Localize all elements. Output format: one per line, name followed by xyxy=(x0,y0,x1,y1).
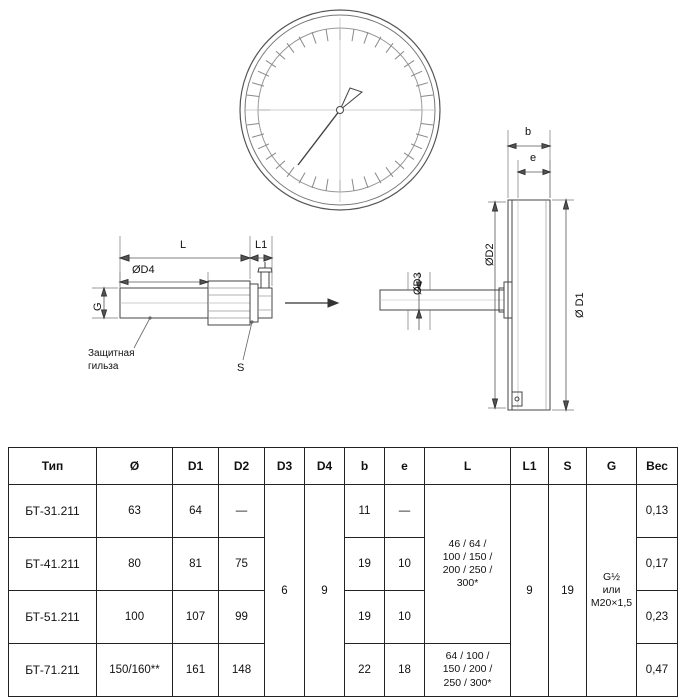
cell-d2: 99 xyxy=(219,591,265,644)
th-d3: D3 xyxy=(265,448,305,485)
cell-type: БТ-31.211 xyxy=(9,485,97,538)
l-line2: 150 / 200 / xyxy=(442,663,493,676)
cell-b: 19 xyxy=(345,591,385,644)
cell-l-group2 xyxy=(425,644,511,697)
label-L: L xyxy=(180,239,187,251)
cell-b: 11 xyxy=(345,485,385,538)
cell-d4-merged: 9 xyxy=(305,485,345,697)
cell-diameter: 150/160** xyxy=(97,644,173,697)
side-view-group xyxy=(92,236,338,360)
table-row xyxy=(9,485,678,538)
cell-d1: 81 xyxy=(173,538,219,591)
label-D4: ØD4 xyxy=(132,264,155,276)
label-b: b xyxy=(525,126,532,138)
th-l1: L1 xyxy=(511,448,549,485)
l-line3: 250 / 300* xyxy=(443,676,492,689)
cell-type: БТ-41.211 xyxy=(9,538,97,591)
th-s: S xyxy=(549,448,587,485)
th-e: e xyxy=(385,448,425,485)
l-line1: 64 / 100 / xyxy=(445,650,490,663)
label-protective-sleeve-line1: Защитная xyxy=(88,348,135,359)
cell-l1-merged: 9 xyxy=(511,485,549,697)
cell-weight: 0,13 xyxy=(637,485,678,538)
th-type: Тип xyxy=(9,448,97,485)
label-G: G xyxy=(92,302,104,311)
l-line1: 46 / 64 / xyxy=(448,537,487,550)
specification-table-wrap xyxy=(8,447,677,697)
cell-d3-merged: 6 xyxy=(265,485,305,697)
dial-face-group xyxy=(240,10,440,210)
th-diameter: Ø xyxy=(97,448,173,485)
cell-d2: 75 xyxy=(219,538,265,591)
cell-b: 19 xyxy=(345,538,385,591)
cell-s-merged: 19 xyxy=(549,485,587,697)
cell-d2: — xyxy=(219,485,265,538)
cell-weight: 0,47 xyxy=(637,644,678,697)
cell-b: 22 xyxy=(345,644,385,697)
label-L1: L1 xyxy=(255,239,268,251)
th-g: G xyxy=(587,448,637,485)
cell-d2: 148 xyxy=(219,644,265,697)
l-line4: 300* xyxy=(456,577,479,590)
th-b: b xyxy=(345,448,385,485)
g-line2: или xyxy=(602,583,621,596)
cell-diameter: 63 xyxy=(97,485,173,538)
th-d4: D4 xyxy=(305,448,345,485)
cell-g-merged xyxy=(587,485,637,697)
th-l: L xyxy=(425,448,511,485)
cell-weight: 0,17 xyxy=(637,538,678,591)
cell-diameter: 80 xyxy=(97,538,173,591)
cell-d1: 161 xyxy=(173,644,219,697)
th-weight: Вес xyxy=(637,448,678,485)
label-e: e xyxy=(530,152,537,164)
cell-type: БТ-71.211 xyxy=(9,644,97,697)
table-header-row xyxy=(9,448,678,485)
l-line2: 100 / 150 / xyxy=(442,550,493,563)
label-protective-sleeve-line2: гильза xyxy=(88,361,119,372)
l-line3: 200 / 250 / xyxy=(442,564,493,576)
label-D1: Ø D1 xyxy=(574,292,586,318)
label-S: S xyxy=(237,362,245,374)
g-line3: M20×1,5 xyxy=(590,597,633,610)
cell-weight: 0,23 xyxy=(637,591,678,644)
cell-d1: 107 xyxy=(173,591,219,644)
specification-table xyxy=(8,447,678,697)
case-side-view-group xyxy=(380,130,574,410)
th-d1: D1 xyxy=(173,448,219,485)
th-d2: D2 xyxy=(219,448,265,485)
label-D2: ØD2 xyxy=(484,243,496,266)
g-line1: G½ xyxy=(603,570,620,583)
cell-e: — xyxy=(385,485,425,538)
cell-diameter: 100 xyxy=(97,591,173,644)
cell-d1: 64 xyxy=(173,485,219,538)
cell-l-group1 xyxy=(425,485,511,644)
cell-e: 18 xyxy=(385,644,425,697)
label-D3: ØD3 xyxy=(412,272,424,295)
cell-e: 10 xyxy=(385,538,425,591)
cell-e: 10 xyxy=(385,591,425,644)
cell-type: БТ-51.211 xyxy=(9,591,97,644)
